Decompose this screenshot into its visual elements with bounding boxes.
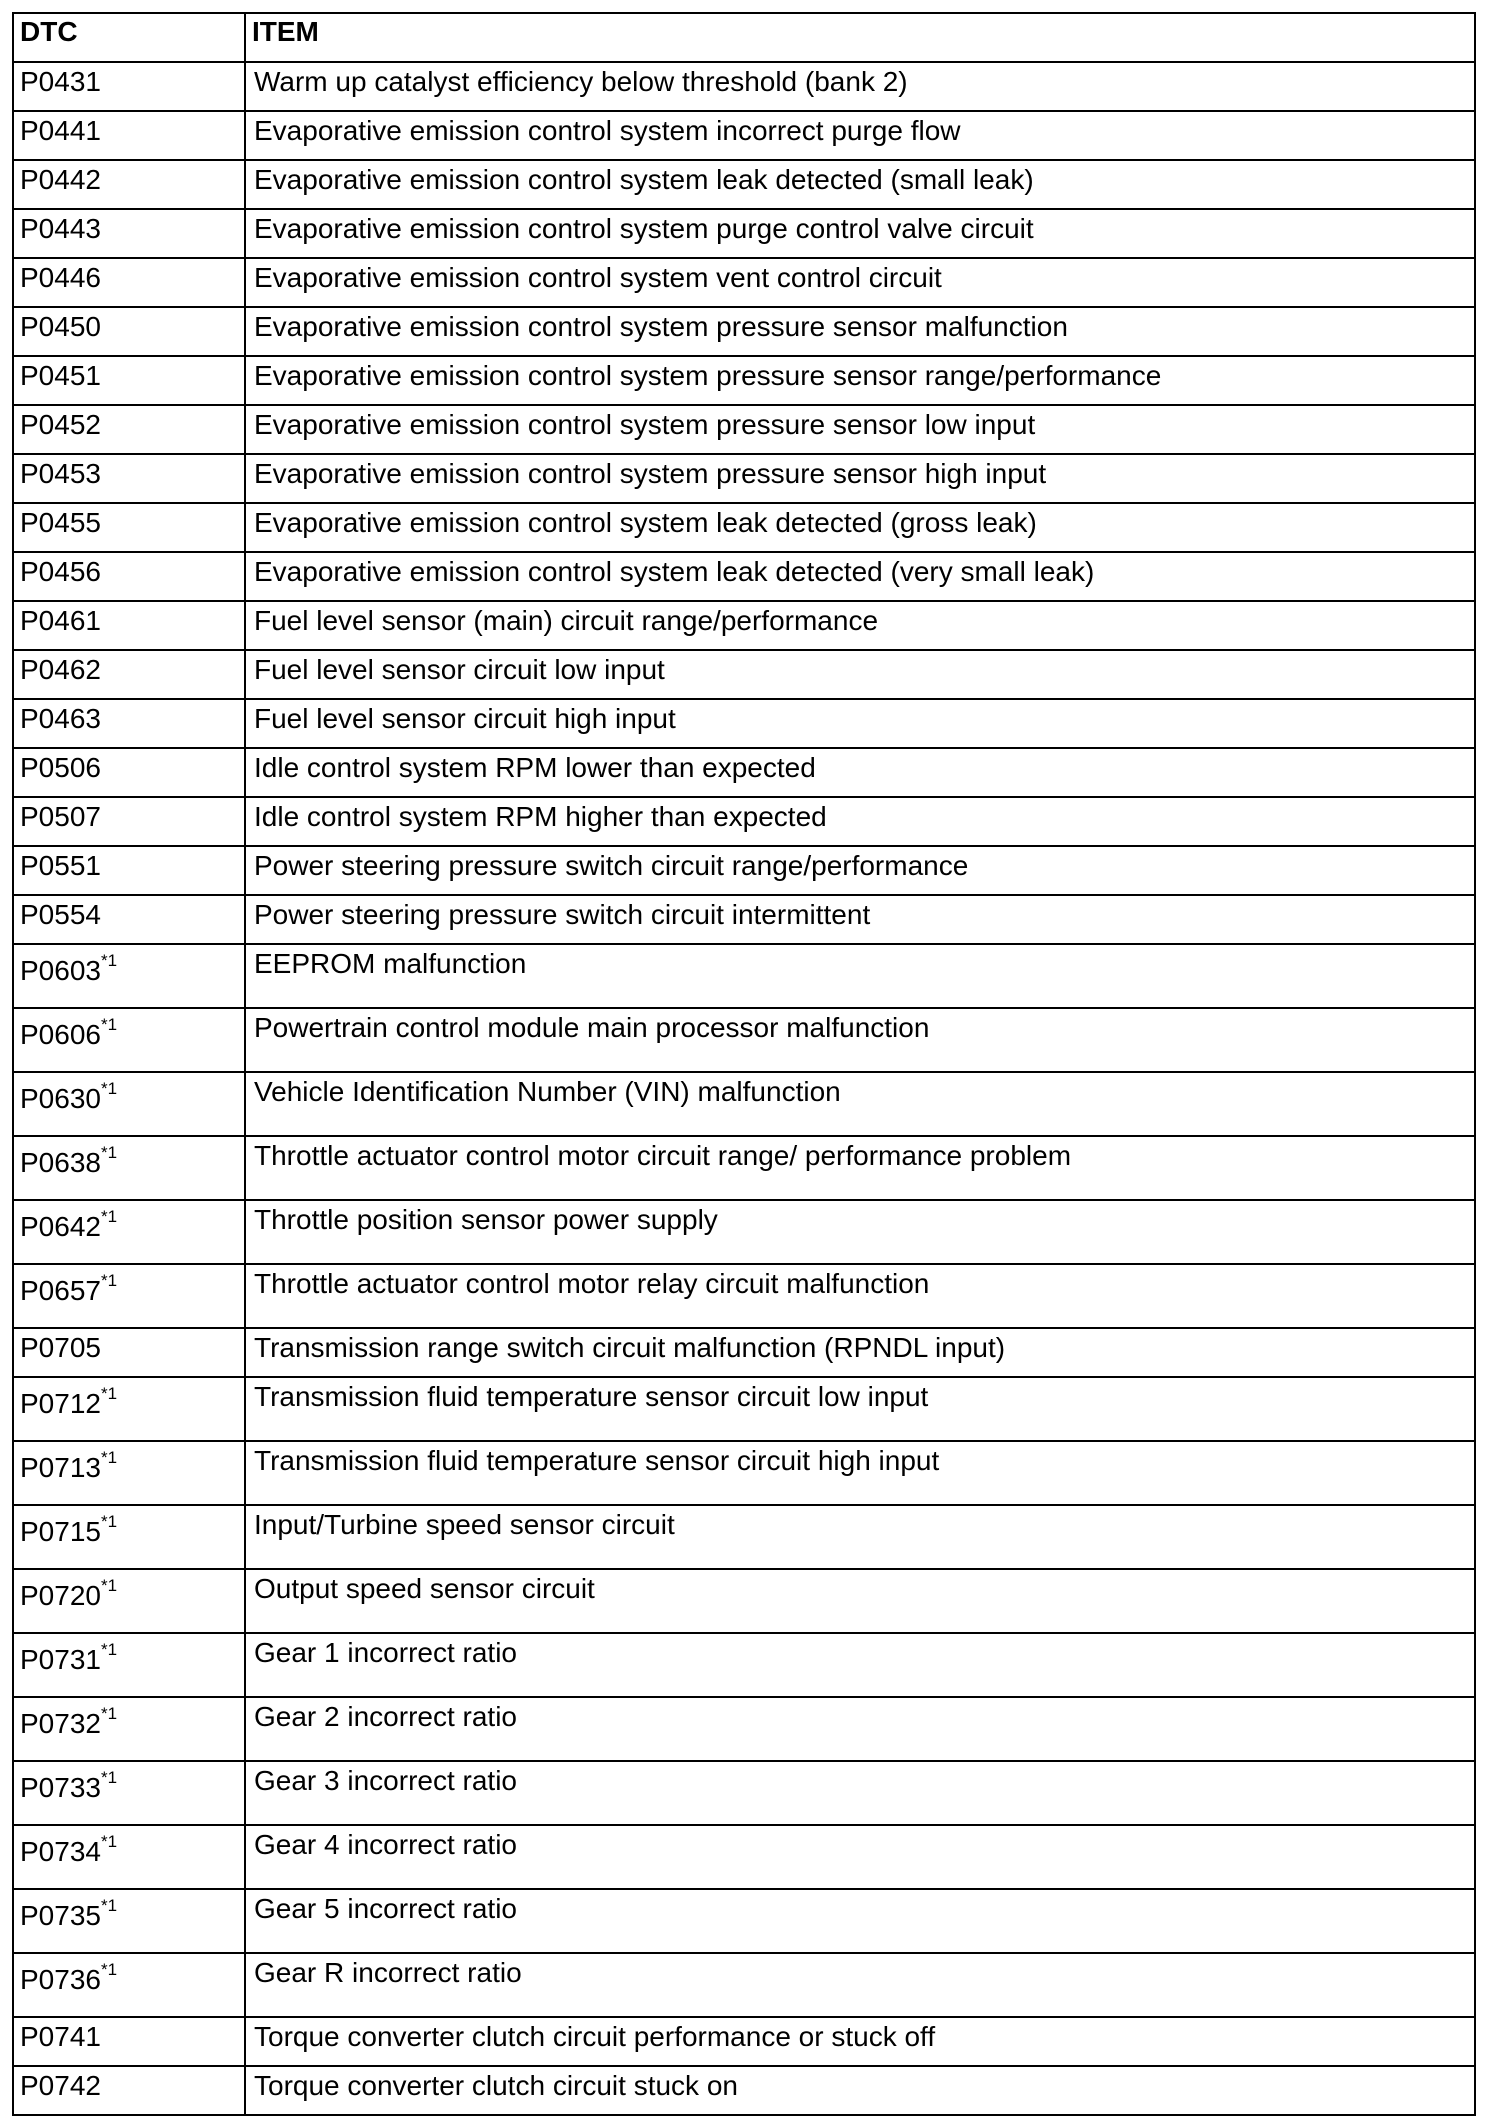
table-row [13, 2017, 1475, 2066]
dtc-code: P0712 [20, 1388, 101, 1419]
dtc-code-cell [13, 1377, 245, 1441]
dtc-code: P0446 [20, 262, 101, 293]
dtc-description: Evaporative emission control system leak detected (small leak) [245, 160, 1475, 209]
dtc-code: P0507 [20, 801, 101, 832]
dtc-code-cell [13, 944, 245, 1008]
footnote-marker: *1 [100, 1703, 118, 1723]
dtc-code-cell [13, 2017, 245, 2066]
dtc-code: P0443 [20, 213, 101, 244]
dtc-code: P0731 [20, 1644, 101, 1675]
dtc-description: Fuel level sensor circuit high input [245, 699, 1475, 748]
table-header-row [13, 13, 1475, 62]
dtc-code: P0657 [20, 1275, 101, 1306]
dtc-code: P0713 [20, 1452, 101, 1483]
table-row [13, 1761, 1475, 1825]
table-row [13, 62, 1475, 111]
dtc-code: P0554 [20, 899, 101, 930]
table-row [13, 1441, 1475, 1505]
footnote-marker: *1 [100, 1270, 118, 1290]
dtc-description: Torque converter clutch circuit stuck on [245, 2066, 1475, 2115]
dtc-code-cell [13, 356, 245, 405]
dtc-description: Evaporative emission control system incorrect purge flow [245, 111, 1475, 160]
dtc-code-cell [13, 650, 245, 699]
dtc-description: Power steering pressure switch circuit intermittent [245, 895, 1475, 944]
dtc-description: Evaporative emission control system pressure sensor high input [245, 454, 1475, 503]
dtc-description: Powertrain control module main processor malfunction [245, 1008, 1475, 1072]
dtc-code-cell [13, 1697, 245, 1761]
dtc-code: P0715 [20, 1516, 101, 1547]
dtc-code: P0452 [20, 409, 101, 440]
dtc-code: P0603 [20, 955, 101, 986]
dtc-code: P0463 [20, 703, 101, 734]
dtc-code: P0638 [20, 1147, 101, 1178]
table-row [13, 1200, 1475, 1264]
dtc-code: P0506 [20, 752, 101, 783]
dtc-code: P0431 [20, 66, 101, 97]
table-row [13, 552, 1475, 601]
table-row [13, 209, 1475, 258]
dtc-code-cell [13, 846, 245, 895]
dtc-description: Warm up catalyst efficiency below threshold (bank 2) [245, 62, 1475, 111]
dtc-description: Power steering pressure switch circuit range/performance [245, 846, 1475, 895]
dtc-code-cell [13, 307, 245, 356]
dtc-code: P0705 [20, 1332, 101, 1363]
footnote-marker: *1 [100, 1078, 118, 1098]
dtc-code: P0735 [20, 1900, 101, 1931]
dtc-code-cell [13, 1569, 245, 1633]
dtc-description: Throttle actuator control motor circuit range/ performance problem [245, 1136, 1475, 1200]
footnote-marker: *1 [100, 1959, 118, 1979]
footnote-marker: *1 [100, 1206, 118, 1226]
dtc-description: Throttle actuator control motor relay circuit malfunction [245, 1264, 1475, 1328]
table-row [13, 307, 1475, 356]
table-row [13, 1569, 1475, 1633]
footnote-marker: *1 [100, 1575, 118, 1595]
dtc-code-cell [13, 209, 245, 258]
dtc-description: Input/Turbine speed sensor circuit [245, 1505, 1475, 1569]
dtc-description: Fuel level sensor (main) circuit range/performance [245, 601, 1475, 650]
table-row [13, 1136, 1475, 1200]
table-body [13, 62, 1475, 2115]
dtc-code: P0720 [20, 1580, 101, 1611]
dtc-code-cell [13, 1633, 245, 1697]
footnote-marker: *1 [100, 950, 118, 970]
table-row [13, 1889, 1475, 1953]
item-column-header: ITEM [245, 13, 1475, 62]
footnote-marker: *1 [100, 1767, 118, 1787]
dtc-code: P0456 [20, 556, 101, 587]
dtc-code: P0461 [20, 605, 101, 636]
dtc-description: EEPROM malfunction [245, 944, 1475, 1008]
table-row [13, 1505, 1475, 1569]
dtc-code-cell [13, 1889, 245, 1953]
dtc-code: P0442 [20, 164, 101, 195]
dtc-code: P0630 [20, 1083, 101, 1114]
dtc-description: Transmission fluid temperature sensor circuit low input [245, 1377, 1475, 1441]
dtc-code-cell [13, 601, 245, 650]
table-row [13, 405, 1475, 454]
dtc-code-cell [13, 454, 245, 503]
dtc-code-cell [13, 2066, 245, 2115]
footnote-marker: *1 [100, 1511, 118, 1531]
dtc-code: P0441 [20, 115, 101, 146]
dtc-code-cell [13, 1761, 245, 1825]
table-row [13, 1633, 1475, 1697]
dtc-description: Gear R incorrect ratio [245, 1953, 1475, 2017]
dtc-description: Gear 3 incorrect ratio [245, 1761, 1475, 1825]
dtc-description: Gear 2 incorrect ratio [245, 1697, 1475, 1761]
dtc-description: Throttle position sensor power supply [245, 1200, 1475, 1264]
dtc-description: Transmission range switch circuit malfunction (RPNDL input) [245, 1328, 1475, 1377]
table-row [13, 699, 1475, 748]
table-row [13, 1008, 1475, 1072]
dtc-description: Transmission fluid temperature sensor circuit high input [245, 1441, 1475, 1505]
table-row [13, 1328, 1475, 1377]
table-row [13, 895, 1475, 944]
dtc-code-cell [13, 1505, 245, 1569]
dtc-description: Idle control system RPM higher than expected [245, 797, 1475, 846]
footnote-marker: *1 [100, 1447, 118, 1467]
footnote-marker: *1 [100, 1831, 118, 1851]
dtc-code: P0742 [20, 2070, 101, 2101]
table-row [13, 846, 1475, 895]
dtc-description: Output speed sensor circuit [245, 1569, 1475, 1633]
dtc-description: Fuel level sensor circuit low input [245, 650, 1475, 699]
dtc-description: Gear 5 incorrect ratio [245, 1889, 1475, 1953]
dtc-description: Evaporative emission control system leak detected (gross leak) [245, 503, 1475, 552]
dtc-table [12, 12, 1476, 2116]
dtc-description: Gear 4 incorrect ratio [245, 1825, 1475, 1889]
dtc-code-cell [13, 1441, 245, 1505]
dtc-code-cell [13, 748, 245, 797]
dtc-code-cell [13, 1136, 245, 1200]
dtc-code-cell [13, 1200, 245, 1264]
dtc-code: P0551 [20, 850, 101, 881]
dtc-code-cell [13, 1008, 245, 1072]
table-row [13, 748, 1475, 797]
dtc-code: P0642 [20, 1211, 101, 1242]
table-row [13, 1377, 1475, 1441]
dtc-code: P0732 [20, 1708, 101, 1739]
dtc-code: P0455 [20, 507, 101, 538]
table-row [13, 1697, 1475, 1761]
dtc-code-cell [13, 111, 245, 160]
table-row [13, 1953, 1475, 2017]
dtc-description: Torque converter clutch circuit performance or stuck off [245, 2017, 1475, 2066]
table-row [13, 160, 1475, 209]
dtc-code: P0453 [20, 458, 101, 489]
dtc-code-cell [13, 405, 245, 454]
footnote-marker: *1 [100, 1895, 118, 1915]
table-row [13, 797, 1475, 846]
dtc-code-cell [13, 1264, 245, 1328]
dtc-code: P0606 [20, 1019, 101, 1050]
dtc-description: Evaporative emission control system purge control valve circuit [245, 209, 1475, 258]
dtc-code: P0734 [20, 1836, 101, 1867]
table-row [13, 601, 1475, 650]
dtc-code-cell [13, 160, 245, 209]
dtc-code-cell [13, 258, 245, 307]
dtc-code-cell [13, 552, 245, 601]
dtc-code-cell [13, 1328, 245, 1377]
table-row [13, 111, 1475, 160]
table-row [13, 944, 1475, 1008]
table-row [13, 1825, 1475, 1889]
footnote-marker: *1 [100, 1383, 118, 1403]
dtc-description: Idle control system RPM lower than expected [245, 748, 1475, 797]
dtc-description: Gear 1 incorrect ratio [245, 1633, 1475, 1697]
dtc-code: P0741 [20, 2021, 101, 2052]
dtc-description: Evaporative emission control system pressure sensor low input [245, 405, 1475, 454]
table-row [13, 258, 1475, 307]
table-row [13, 650, 1475, 699]
dtc-description: Evaporative emission control system pressure sensor malfunction [245, 307, 1475, 356]
footnote-marker: *1 [100, 1014, 118, 1034]
dtc-description: Evaporative emission control system pressure sensor range/performance [245, 356, 1475, 405]
dtc-code-cell [13, 503, 245, 552]
dtc-code-cell [13, 1072, 245, 1136]
dtc-code-cell [13, 1825, 245, 1889]
table-row [13, 1264, 1475, 1328]
dtc-code: P0733 [20, 1772, 101, 1803]
table-row [13, 454, 1475, 503]
dtc-code: P0450 [20, 311, 101, 342]
table-row [13, 1072, 1475, 1136]
dtc-code: P0462 [20, 654, 101, 685]
dtc-code: P0736 [20, 1964, 101, 1995]
dtc-code-cell [13, 797, 245, 846]
dtc-code-cell [13, 62, 245, 111]
table-row [13, 356, 1475, 405]
dtc-code-cell [13, 895, 245, 944]
footnote-marker: *1 [100, 1639, 118, 1659]
dtc-code-cell [13, 1953, 245, 2017]
dtc-description: Evaporative emission control system vent control circuit [245, 258, 1475, 307]
footnote-marker: *1 [100, 1142, 118, 1162]
dtc-description: Vehicle Identification Number (VIN) malfunction [245, 1072, 1475, 1136]
table-row [13, 2066, 1475, 2115]
table-row [13, 503, 1475, 552]
dtc-code-cell [13, 699, 245, 748]
dtc-code: P0451 [20, 360, 101, 391]
dtc-column-header: DTC [13, 13, 245, 62]
dtc-description: Evaporative emission control system leak detected (very small leak) [245, 552, 1475, 601]
